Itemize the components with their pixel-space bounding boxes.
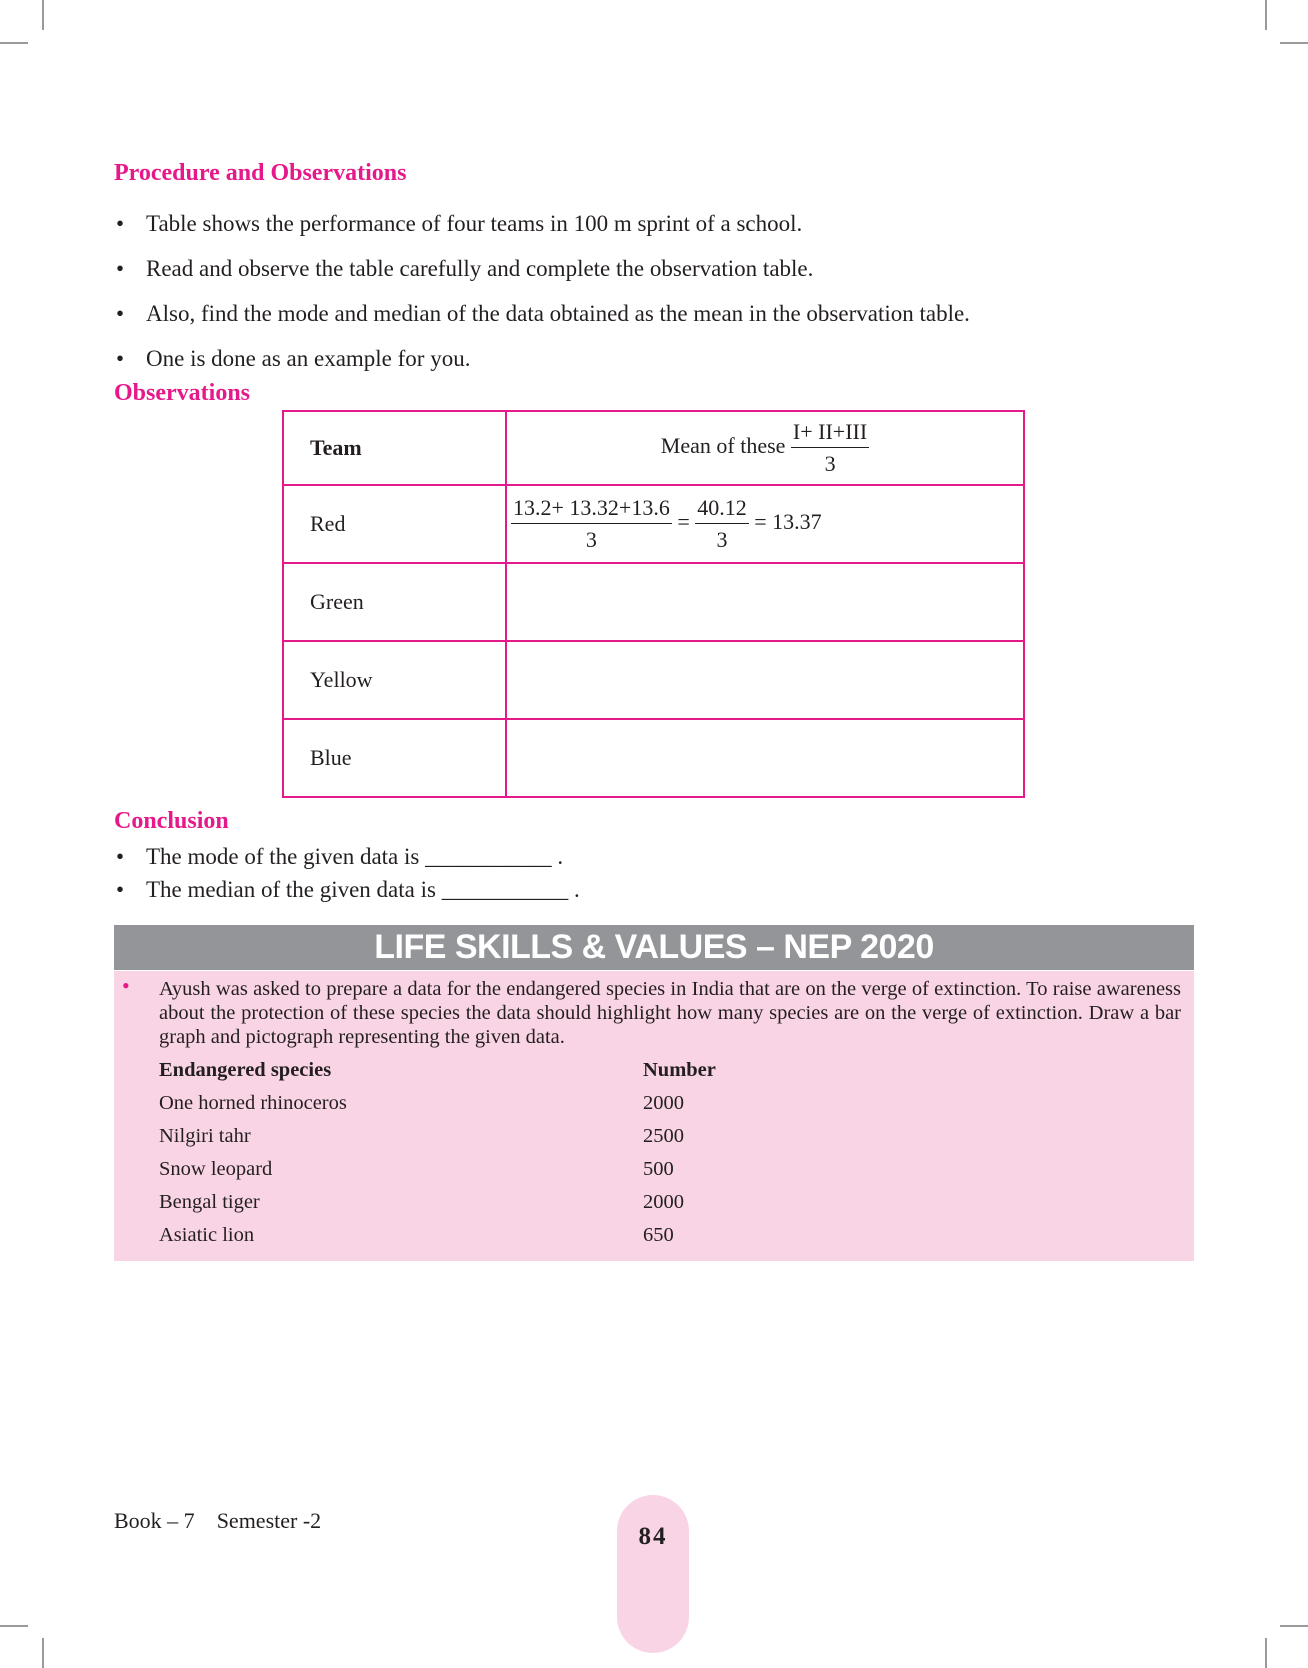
list-item: • One is done as an example for you.: [116, 346, 471, 371]
species-name: Snow leopard: [159, 1158, 273, 1180]
species-number: 2000: [643, 1092, 684, 1114]
team-cell: Yellow: [283, 641, 506, 719]
team-cell: Blue: [283, 719, 506, 797]
crop-mark: [1265, 0, 1267, 30]
species-name: Nilgiri tahr: [159, 1125, 251, 1147]
crop-mark: [1280, 42, 1308, 44]
species-number: 500: [643, 1158, 674, 1180]
list-item: • Read and observe the table carefully and complete the observation table.: [116, 256, 814, 281]
species-name: One horned rhinoceros: [159, 1092, 347, 1114]
list-item-text: The median of the given data is ___________ .: [146, 877, 580, 902]
mean-header: [506, 411, 1024, 485]
life-skills-banner: LIFE SKILLS & VALUES – NEP 2020: [114, 925, 1194, 970]
list-item-text: Table shows the performance of four teams in 100 m sprint of a school.: [146, 211, 803, 236]
procedure-list: [114, 211, 970, 380]
mean-result: = 13.37: [754, 509, 822, 535]
page-number: 84: [638, 1523, 668, 1550]
list-item: • The mode of the given data is ___________ .: [116, 844, 564, 869]
team-cell: Red: [283, 485, 506, 563]
life-skills-paragraph: Ayush was asked to prepare a data for the endangered species in India that are on the verge of extinction. To raise awareness about the protection of these species the data should highlight how many species are on the verge of extinction. Draw a bar graph and pictograph representing the given data.: [159, 978, 1181, 1048]
conclusion-heading: Conclusion: [114, 808, 229, 834]
total-fraction: [695, 496, 749, 552]
list-item-text: Also, find the mode and median of the data obtained as the mean in the observation table.: [146, 301, 970, 326]
species-number: 2500: [643, 1125, 684, 1147]
conclusion-list: [114, 844, 580, 910]
table-header-row: [283, 411, 1024, 485]
mean-cell-empty[interactable]: [506, 719, 1024, 797]
crop-mark: [0, 42, 28, 44]
list-item: • The median of the given data is ___________ .: [116, 877, 580, 902]
table-row: [283, 641, 1024, 719]
team-cell: Green: [283, 563, 506, 641]
species-column-header: Endangered species: [159, 1059, 332, 1081]
equals-sign: =: [677, 509, 690, 535]
species-number: 650: [643, 1224, 674, 1246]
list-item-text: Read and observe the table carefully and complete the observation table.: [146, 256, 814, 281]
mean-formula-numerator: I+ II+III: [791, 420, 869, 448]
observations-heading: Observations: [114, 380, 251, 406]
mean-cell: [506, 485, 1024, 563]
crop-mark: [0, 1625, 28, 1627]
bullet-dot: •: [122, 973, 130, 998]
crop-mark: [1265, 1638, 1267, 1668]
crop-mark: [42, 0, 44, 30]
species-name: Asiatic lion: [159, 1224, 255, 1246]
team-header: Team: [283, 411, 506, 485]
mean-formula-denominator: 3: [824, 451, 836, 476]
table-row: [283, 485, 1024, 563]
total-numerator: 40.12: [695, 496, 749, 524]
crop-mark: [1280, 1625, 1308, 1627]
mean-cell-empty[interactable]: [506, 641, 1024, 719]
sum-fraction: [511, 496, 672, 552]
table-row: [283, 719, 1024, 797]
species-name: Bengal tiger: [159, 1191, 260, 1213]
footer-book-info: [114, 1508, 321, 1534]
page-number-tab: [617, 1495, 689, 1653]
observation-table: [282, 410, 1025, 798]
list-item-text: The mode of the given data is ___________ .: [146, 844, 564, 869]
species-number: 2000: [643, 1191, 684, 1213]
list-item: • Table shows the performance of four teams in 100 m sprint of a school.: [116, 211, 803, 236]
mean-cell-empty[interactable]: [506, 563, 1024, 641]
life-skills-box: [114, 971, 1194, 1261]
crop-mark: [42, 1638, 44, 1668]
sum-denominator: 3: [585, 527, 597, 552]
total-denominator: 3: [716, 527, 728, 552]
mean-label: Mean of these: [660, 433, 786, 459]
number-column-header: Number: [643, 1059, 716, 1081]
semester-label: Semester -2: [216, 1508, 322, 1533]
procedure-heading: Procedure and Observations: [114, 160, 407, 186]
table-row: [283, 563, 1024, 641]
list-item: • Also, find the mode and median of the data obtained as the mean in the observation table.: [116, 301, 970, 326]
list-item-text: One is done as an example for you.: [146, 346, 471, 371]
sum-numerator: 13.2+ 13.32+13.6: [511, 496, 672, 524]
mean-formula: [791, 420, 869, 476]
book-label: Book – 7: [114, 1508, 195, 1533]
